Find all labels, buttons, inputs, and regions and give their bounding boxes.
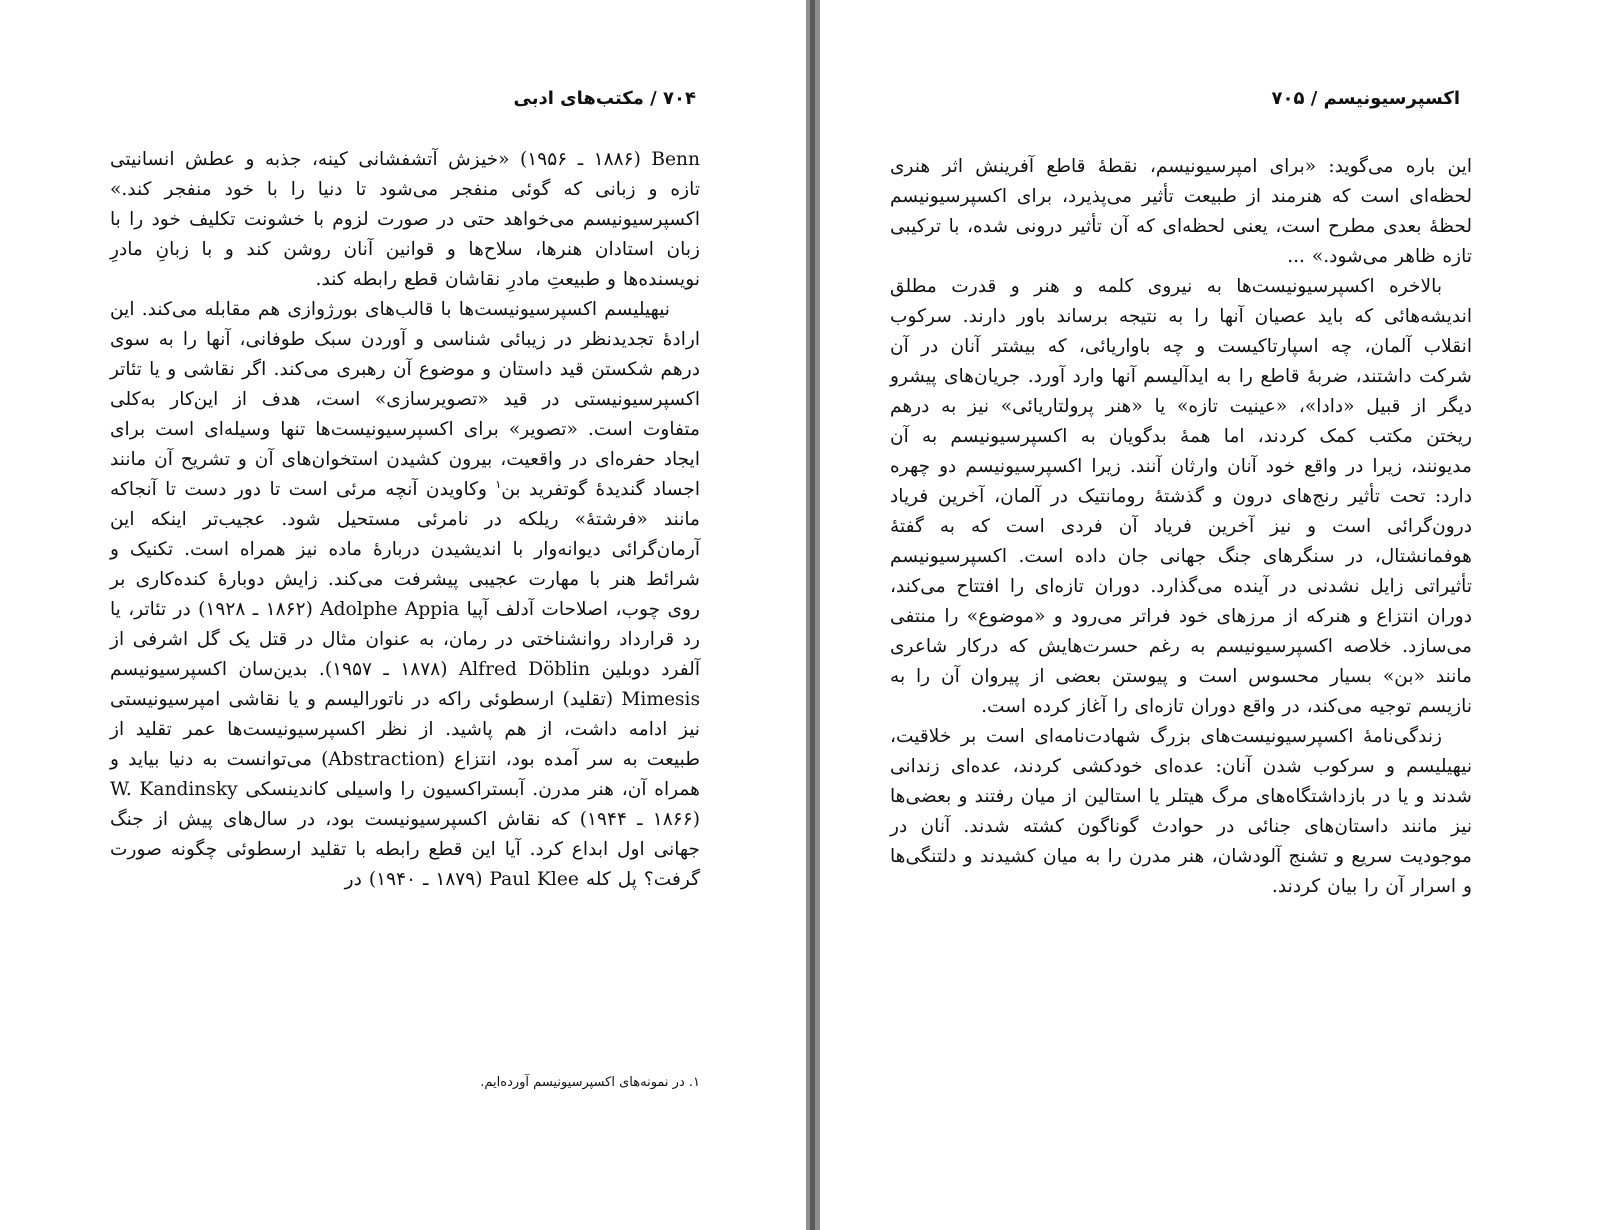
left-paragraph-1: Benn (۱۸۸۶ ـ ۱۹۵۶) «خیزش آتشفشانی کینه، جذبه و عطش انسانیتی تازه و زبانی که گوئی منفجر می‌شود تا دنیا را با خود منفجر کند.» اکسپرسیونیسم می‌خواهد حتی در صورت لزوم با خشونت تکلیف خود را با زبان استادان هنرها، سلاح‌ها و قوانین آنان روشن کند و با زبانِ مادرِ نویسنده‌ها و طبیعتِ مادرِ نقاشان قطع رابطه کند. xyxy=(110,149,700,290)
left-page-body xyxy=(110,145,700,895)
right-paragraph-3: زندگی‌نامهٔ اکسپرسیونیست‌های بزرگ شهادت‌نامه‌ای است بر خلاقیت، نیهیلیسم و سرکوب شدن آنان: عده‌ای خودکشی کردند، عده‌ای زندانی شدند و یا در بازداشتگاه‌های مرگ هیتلر یا استالین از میان رفتند و بعضی‌ها نیز مانند داستان‌های جنائی در حوادث گوناگون کشته شدند. آنان در موجودیت سریع و تشنج آلودشان، هنر مدرن را به میان کشیدند و دلتنگی‌ها و اسرار آن را بیان کردند. xyxy=(890,726,1472,897)
left-paragraph-2-continued: وکاویدن آنچه مرئی است تا دور دست تا آنجاکه مانند «فرشتهٔ» ریلکه در نامرئی مستحیل شود. عجیب‌تر اینکه این آرمان‌گرائی دیوانه‌وار با اندیشیدن دربارهٔ ماده نیز همراه است. تکنیک و شرائط هنر با مهارت عجیبی پیشرفت می‌کند. زایش دوبارهٔ کنده‌کاری بر روی چوب، اصلاحات آدلف آپیا Adolphe Appia (۱۸۶۲ ـ ۱۹۲۸) در تئاتر، یا رد قرارداد روانشناختی در رمان، به عنوان مثال در قتل یک گل اشرفی از آلفرد دوبلین Alfred Döblin (۱۸۷۸ ـ ۱۹۵۷). بدین‌سان اکسپرسیونیسم Mimesis (تقلید) ارسطوئی راکه در ناتورالیسم و یا نقاشی امپرسیونیستی نیز ادامه داشت، از هم پاشید. از نظر اکسپرسیونیست‌ها عمر تقلید از طبیعت به سر آمده بود، انتزاع (Abstraction) می‌توانست به دنیا بیاید و همراه آن، هنر مدرن. آبستراکسیون را واسیلی کاندینسکی W. Kandinsky (۱۸۶۶ ـ ۱۹۴۴) که نقاش اکسپرسیونیست بود، در سال‌های پیش از جنگ جهانی اول ابداع کرد. آیا این قطع رابطه با تقلید ارسطوئی چگونه صورت گرفت؟ پل کله Paul Klee (۱۸۷۹ ـ ۱۹۴۰) در xyxy=(110,479,700,890)
right-page xyxy=(820,0,1615,1230)
book-gutter xyxy=(806,0,820,1230)
footnote-marker: ۱ xyxy=(495,477,502,491)
left-page-header: ۷۰۴ / مکتب‌های ادبی xyxy=(513,88,696,109)
right-paragraph-1: این باره می‌گوید: «برای امپرسیونیسم، نقطهٔ قاطع آفرینش اثر هنری لحظه‌ای است که هنرمند از طبیعت تأثیر می‌پذیرد، برای اکسپرسیونیسم لحظهٔ بعدی مطرح است، یعنی لحظه‌ای که آن تأثیر درونی شده، با ترکیبی تازه ظاهر می‌شود.» ... xyxy=(890,156,1472,267)
footnote: ۱. در نمونه‌های اکسپرسیونیسم آورده‌ایم. xyxy=(480,1075,700,1090)
right-page-header: اکسپرسیونیسم / ۷۰۵ xyxy=(1271,88,1460,109)
left-page xyxy=(0,0,806,1230)
right-page-body xyxy=(890,152,1472,902)
left-paragraph-2 xyxy=(110,295,700,895)
left-paragraph-2-text: نیهیلیسم اکسپرسیونیست‌ها با قالب‌های بورژوازی هم مقابله می‌کند. این ارادهٔ تجدیدنظر در زیبائی شناسی و آوردن سبک طوفانی، آنها را به سوی درهم شکستن قید داستان و موضوع آن رهبری می‌کند. اگر نقاشی و یا تئاتر اکسپرسیونیستی در قید «تصویرسازی» است، هدف از این‌کار به‌کلی متفاوت است. «تصویر» برای اکسپرسیونیست‌ها تنها وسیله‌ای است برای ایجاد حفره‌ای در واقعیت، بیرون کشیدن استخوان‌های آن و تشریح آن مانند اجساد گندیدهٔ گوتفرید بن xyxy=(110,299,700,500)
gutter-shadow xyxy=(810,0,815,1230)
right-paragraph-2: بالاخره اکسپرسیونیست‌ها به نیروی کلمه و هنر و قدرت مطلق اندیشه‌هائی که باید عصیان آنها را به نتیجه برساند باور دارند. سرکوب انقلاب آلمان، چه اسپارتاکیست و چه باواریائی، که بیشتر آنان در آن شرکت داشتند، ضربهٔ قاطع را به ایدآلیسم آنها وارد آورد. جریان‌های پیشرو دیگر از قبیل «دادا»، «عینیت تازه» یا «هنر پرولتاریائی» نیز به درهم ریختن مکتب کمک کردند، اما همهٔ بدگویان به اکسپرسیونیسم به آن مدیونند، زیرا در واقع خود آنان وارثان آنند. زیرا اکسپرسیونیسم دو چهره دارد: تحت تأثیر رنج‌های درون و گذشتهٔ رومانتیک در آلمان، آخرین فریاد درون‌گرائی است و نیز آخرین فریاد آن فردی است که به گفتهٔ هوفمانشتال، در سنگرهای جنگ جهانی جان داده است. اکسپرسیونیسم تأثیراتی زایل نشدنی در آینده می‌گذارد. دوران تازه‌ای را افتتاح می‌کند، دوران انتزاع و هنرکه از مرزهای خود فراتر می‌رود و «موضوع» را منتفی می‌سازد. خلاصه اکسپرسیونیسم به رغم حسرت‌هایش که درکار شاعری مانند «بن» بسیار محسوس است و پیوستن بعضی از پیروان آن را به نازیسم توجیه می‌کند، در واقع دوران تازه‌ای را آغاز کرده است. xyxy=(890,276,1472,717)
